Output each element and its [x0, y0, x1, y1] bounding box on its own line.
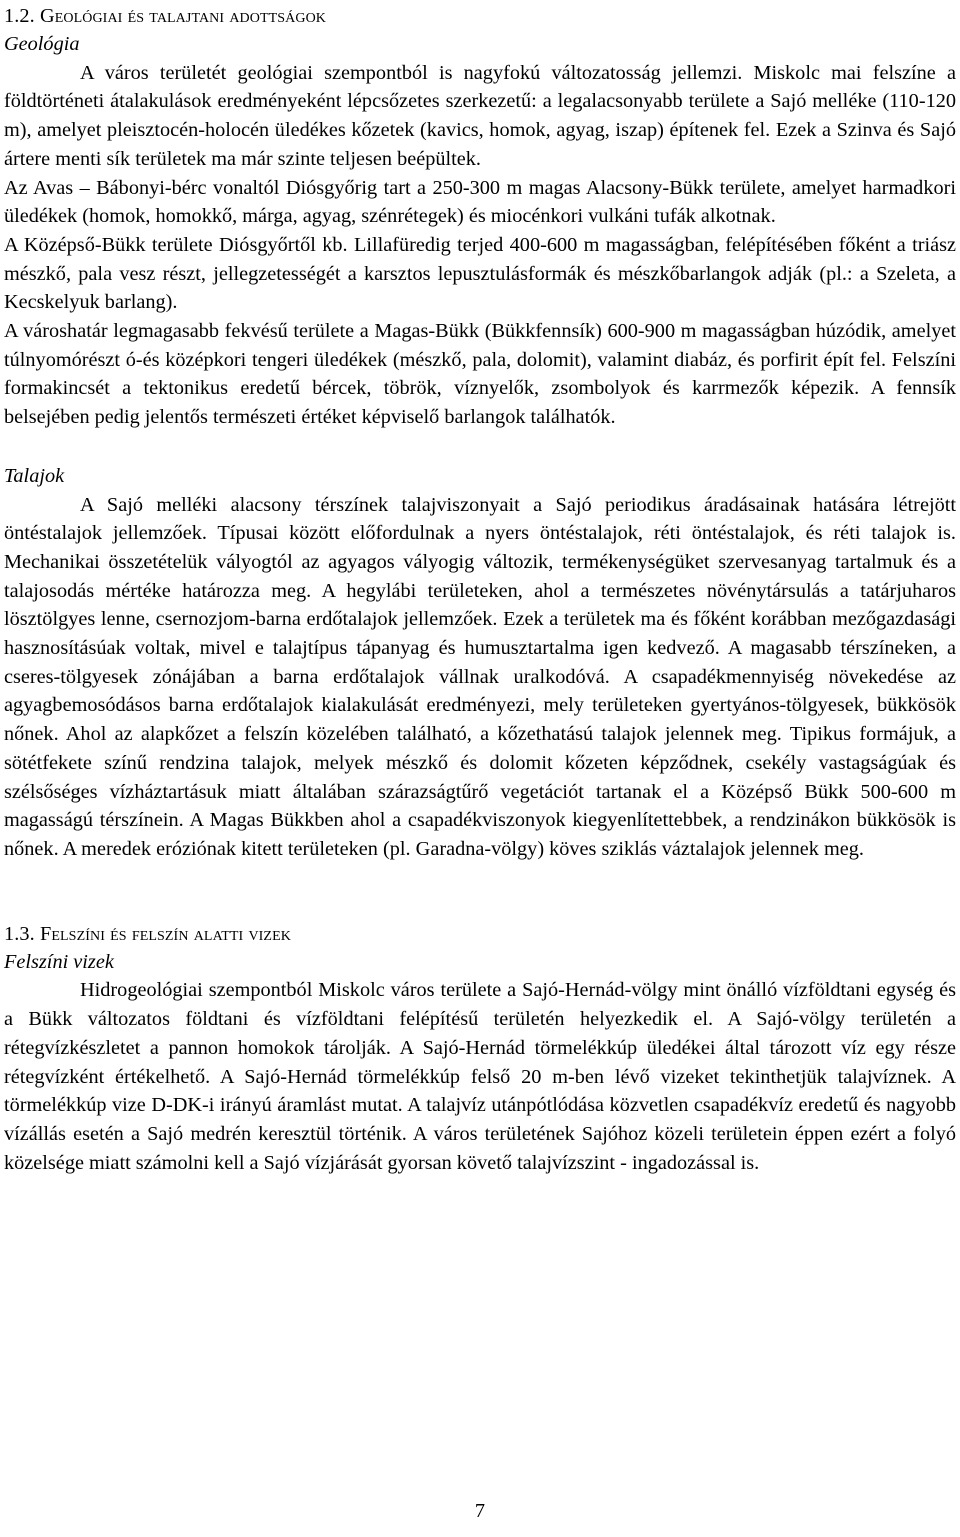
subheading-surface-waters: Felszíni vizek: [4, 950, 114, 973]
paragraph: A városhatár legmagasabb fekvésű területe a Magas-Bükk (Bükkfennsík) 600-900 m magasságban húzódik, amelyet túlnyomórészt ó-és középkori tengeri üledékek (mészkő, pala, dolomit), valamint diabáz, és porfirit épít fel. Felszíni formakincsét a tektonikus eredetű bércek, töbrök, víznyelők, zsombolyok és karrmezők képezik. A fennsík belsejében pedig jelentős természeti értéket képviselő barlangok találhatók.: [4, 320, 956, 429]
paragraph: Az Avas – Bábonyi-bérc vonaltól Diósgyőrig tart a 250-300 m magas Alacsony-Bükk területe, amelyet harmadkori üledékek (homok, homokkő, márga, agyag, szénrétegek) és miocénkori vulkáni tufák alkotnak.: [4, 176, 956, 228]
paragraph: A Sajó melléki alacsony térszínek talajviszonyait a Sajó periodikus áradásainak hatására létrejött öntéstalajok jellemzőek. Típusai között előfordulnak a nyers öntéstalajok, réti öntéstalajok, és réti talajok is. Mechanikai összetételük vályogtól az agyagos vályogig változik, termékenységüket szervesanyag tartalmuk és a talajosodás mértéke határozza meg. A hegylábi területeken, ahol a természetes növénytársulás a tatárjuharos lösztölgyes lenne, csernozjom-barna erdőtalajok jellemzőek. Ezek a területek ma és főként korábban mezőgazdasági hasznosításúak voltak, mivel e talajtípus tápanyag és humusztartalma igen kedvező. A magasabb térszíneken, a cseres-tölgyesek zónájában a barna erdőtalajok vállnak uralkodóvá. A csapadékmennyiség növekedése az agyagbemosódásos barna erdőtalajok kialakulását eredményezi, mely területeken gyertyános-tölgyesek, bükkösök nőnek. Ahol az alapkőzet a felszín közelében található, a kőzethatású talajok jelennek meg. Tipikus formájuk, a sötétfekete színű rendzina talajok, melyek mészkő és dolomit kőzeten képződnek, csekély vastagságúak és szélsőséges vízháztartásuk miatt általában szárazságtűrő vegetációt tartanak el a Középső Bükk 500-600 m magasságú térszínein. A Magas Bükkben ahol a csapadékviszonyok kiegyenlítettebbek, a rendzinákon bükkösök is nőnek. A meredek eróziónak kitett területeken (pl. Garadna-völgy) köves sziklás váztalajok jelennek meg.: [4, 493, 956, 860]
subheading-geology: Geológia: [4, 33, 80, 55]
section-title: Felszíni és felszín alatti vizek: [40, 922, 291, 945]
document-page: [4, 2, 956, 1177]
spacer: [4, 864, 956, 920]
section-number: 1.3.: [4, 922, 35, 945]
paragraph: A Középső-Bükk területe Diósgyőrtől kb. Lillafüredig terjed 400-600 m magasságban, felépítésében főként a triász mészkő, pala vesz részt, jellegzetességét a karsztos lepusztulásformák és mészkőbarlangok adják (pl.: a Szeleta, a Kecskelyuk barlang).: [4, 233, 956, 314]
section-number: 1.2.: [4, 5, 35, 27]
spacer: [4, 432, 956, 462]
page-number: 7: [474, 1500, 486, 1522]
section-title: Geológiai és talajtani adottságok: [40, 5, 326, 27]
section-heading-geology-soil: [4, 2, 956, 30]
paragraph: Hidrogeológiai szempontból Miskolc város területe a Sajó-Hernád-völgy mint önálló vízföldtani egység és a Bükk változatos földtani és vízföldtani felépítésű területén helyezkedik el. A Sajó-völgy területén a rétegvízkészletet a pannon homokok tárolják. A Sajó-Hernád törmelékkúp üledékei által tározott víz egy része rétegvízként értékelhető. A Sajó-Hernád törmelékkúp felső 20 m-ben lévő vizeket tekinthetjük talajvíznek. A törmelékkúp vize D-DK-i irányú áramlást mutat. A talajvíz utánpótlódása közvetlen csapadékvíz eredetű és nagyobb vízállás esetén a Sajó medrén keresztül történik. A város területének Sajóhoz közeli területein éppen ezért a folyó közelsége miatt számolni kell a Sajó vízjárását gyorsan követő talajvízszint - ingadozással is.: [4, 979, 956, 1174]
subheading-soils: Talajok: [4, 464, 65, 487]
paragraph: A város területét geológiai szempontból is nagyfokú változatosság jellemzi. Miskolc mai felszíne a földtörténeti átalakulások eredményeként lépcsőzetes szerkezetű: a legalacsonyabb területe a Sajó melléke (110-120 m), amelyet pleisztocén-holocén üledékes kőzetek (kavics, homok, agyag, iszap) építenek fel. Ezek a Szinva és Sajó ártere menti sík területek ma már szinte teljesen beépültek.: [4, 61, 956, 170]
section-heading-waters: [4, 920, 956, 948]
